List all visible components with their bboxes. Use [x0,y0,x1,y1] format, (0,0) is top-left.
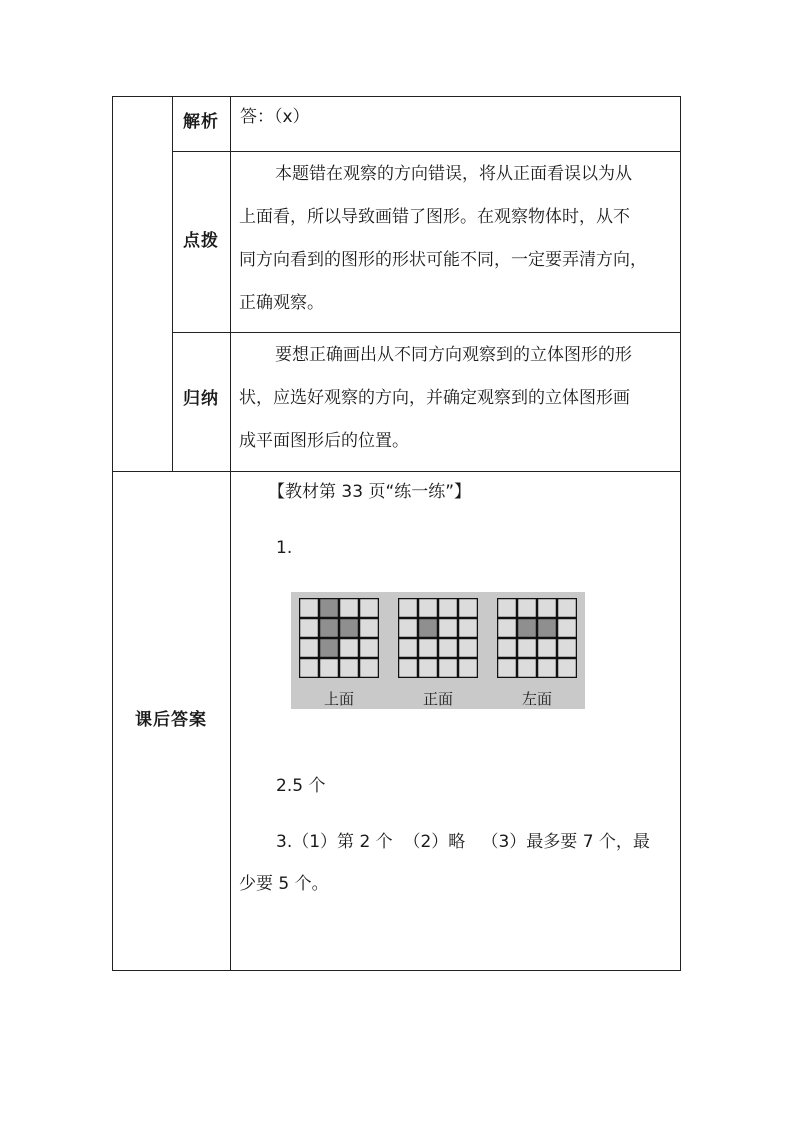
grid-cell [558,639,577,658]
grid-cell [340,599,359,618]
grid-cell [300,619,319,638]
dianbo-text [239,153,672,325]
grid-cell [459,659,478,678]
grid-cell [459,599,478,618]
grid-cell [340,639,359,658]
shaded-cell [538,619,557,638]
guina-line: 要想正确画出从不同方向观察到的立体图形的形 [275,345,632,365]
grid-cell [320,659,339,678]
kehou-heading: 【教材第 33 页“练一练”】 [268,482,472,502]
grid-cell [300,639,319,658]
grid-cell [419,599,438,618]
grid-cell [558,619,577,638]
grid-cell [498,639,517,658]
grid-cell [399,659,418,678]
grid-cell [518,599,537,618]
three-views-figure [291,592,585,709]
dianbo-line: 本题错在观察的方向错误，将从正面看误以为从 [275,164,632,184]
dianbo-line: 正确观察。 [239,293,324,313]
grid-cell [439,619,458,638]
grid-cell [340,659,359,678]
grid-cell [439,599,458,618]
grid-cell [518,659,537,678]
grid-cell [360,599,379,618]
view-grid [398,598,478,678]
shaded-cell [518,619,537,638]
grid-cell [518,639,537,658]
row-label-kehou: 课后答案 [135,710,207,730]
kehou-item-3-line-2: 少要 5 个。 [239,874,329,894]
dianbo-line: 上面看，所以导致画错了图形。在观察物体时，从不 [239,207,630,227]
kehou-item-2: 2.5 个 [276,776,326,796]
kehou-item-3-line-1: 3.（1）第 2 个 （2）略 （3）最多要 7 个，最 [276,832,650,852]
view-caption: 左面 [521,690,552,708]
row-label-guina: 归纳 [183,389,219,409]
view-grid [497,598,577,678]
grid-cell [360,639,379,658]
jiexi-answer: 答：（x） [240,107,310,127]
grid-cell [538,659,557,678]
kehou-item-1: 1. [276,538,293,558]
grid-cell [459,619,478,638]
grid-cell [300,659,319,678]
shaded-cell [320,599,339,618]
shaded-cell [419,619,438,638]
grid-cell [459,639,478,658]
view-caption: 上面 [323,690,354,708]
grid-cell [538,639,557,658]
view-caption: 正面 [422,690,453,708]
grid-cell [498,659,517,678]
view-grid [299,598,379,678]
grid-cell [399,639,418,658]
grid-cell [558,659,577,678]
guina-text [239,334,672,463]
grid-cell [558,599,577,618]
grid-cell [439,639,458,658]
row-label-jiexi: 解析 [183,112,219,132]
grid-cell [439,659,458,678]
divider [172,151,681,152]
grid-cell [399,599,418,618]
row-label-dianbo: 点拨 [183,231,219,251]
grid-cell [300,599,319,618]
grid-cell [360,619,379,638]
guina-line: 成平面图形后的位置。 [239,431,409,451]
divider [230,96,231,971]
grid-cell [419,659,438,678]
grid-cell [498,599,517,618]
shaded-cell [340,619,359,638]
guina-line: 状，应选好观察的方向，并确定观察到的立体图形画 [239,388,630,408]
grid-cell [498,619,517,638]
divider [172,96,173,471]
grid-cell [538,599,557,618]
divider [172,332,681,333]
shaded-cell [320,639,339,658]
grid-cell [360,659,379,678]
grid-cell [419,639,438,658]
grid-cell [399,619,418,638]
dianbo-line: 同方向看到的图形的形状可能不同，一定要弄清方向， [239,250,647,270]
shaded-cell [320,619,339,638]
